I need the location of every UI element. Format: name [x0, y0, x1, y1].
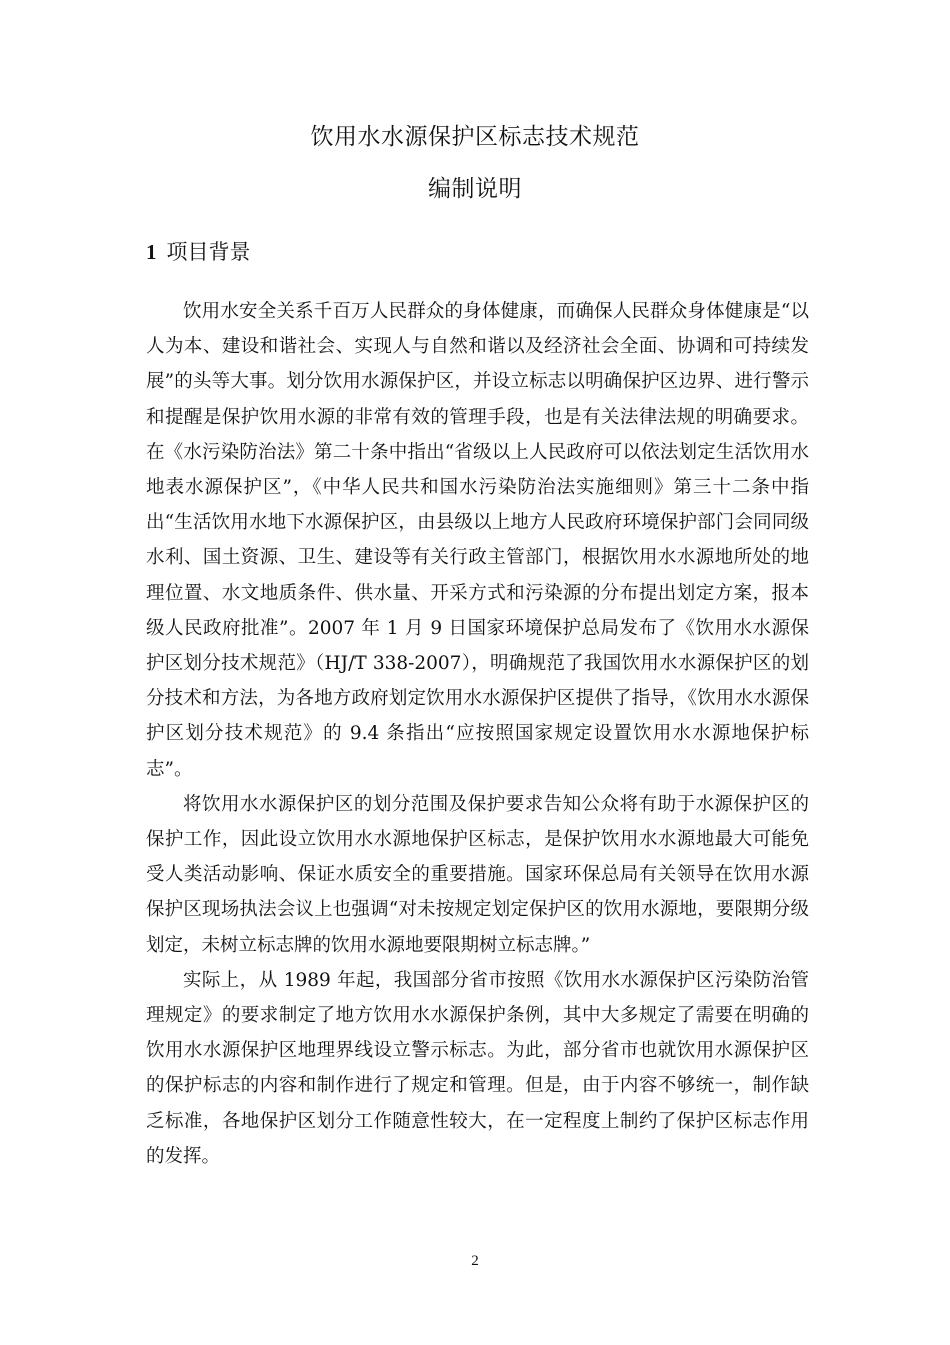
document-title: 饮用水水源保护区标志技术规范 — [310, 124, 640, 150]
section-heading — [146, 236, 251, 266]
paragraph: 饮用水安全关系千百万人民群众的身体健康，而确保人民群众身体健康是“以人为本、建设和谐社会、实现人与自然和谐以及经济社会全面、协调和可持续发展”的头等大事。划分饮用水源保护区，并设立标志以明确保护区边界、进行警示和提醒是保护饮用水源的非常有效的管理手段，也是有关法律法规的明确要求。在《水污染防治法》第二十条中指出“省级以上人民政府可以依法划定生活饮用水地表水源保护区”，《中华人民共和国水污染防治法实施细则》第三十二条中指出“生活饮用水地下水源保护区，由县级以上地方人民政府环境保护部门会同同级水利、国土资源、卫生、建设等有关行政主管部门，根据饮用水水源地所处的地理位置、水文地质条件、供水量、开采方式和污染源的分布提出划定方案，报本级人民政府批准”。2007 年 1 月 9 日国家环境保护总局发布了《饮用水水源保护区划分技术规范》（HJ/T 338-2007），明确规范了我国饮用水水源保护区的划分技术和方法，为各地方政府划定饮用水水源保护区提供了指导，《饮用水水源保护区划分技术规范》的 9.4 条指出“应按照国家规定设置饮用水水源地保护标志”。 — [146, 301, 809, 780]
page-number: 2 — [471, 1253, 479, 1269]
paragraph: 实际上，从 1989 年起，我国部分省市按照《饮用水水源保护区污染防治管理规定》的要求制定了地方饮用水水源保护条例，其中大多规定了需要在明确的饮用水水源保护区地理界线设立警示标志。为此，部分省市也就饮用水源保护区的保护标志的内容和制作进行了规定和管理。但是，由于内容不够统一，制作缺乏标准，各地保护区划分工作随意性较大，在一定程度上制约了保护区标志作用的发挥。 — [146, 969, 809, 1167]
document-body — [146, 294, 809, 1174]
section-title: 项目背景 — [166, 240, 251, 264]
section-number: 1 — [146, 240, 157, 264]
document-subtitle: 编制说明 — [428, 176, 522, 202]
paragraph: 将饮用水水源保护区的划分范围及保护要求告知公众将有助于水源保护区的保护工作，因此设立饮用水水源地保护区标志，是保护饮用水水源地最大可能免受人类活动影响、保证水质安全的重要措施。国家环保总局有关领导在饮用水源保护区现场执法会议上也强调“对未按规定划定保护区的饮用水源地，要限期分级划定，未树立标志牌的饮用水源地要限期树立标志牌。” — [146, 793, 809, 956]
